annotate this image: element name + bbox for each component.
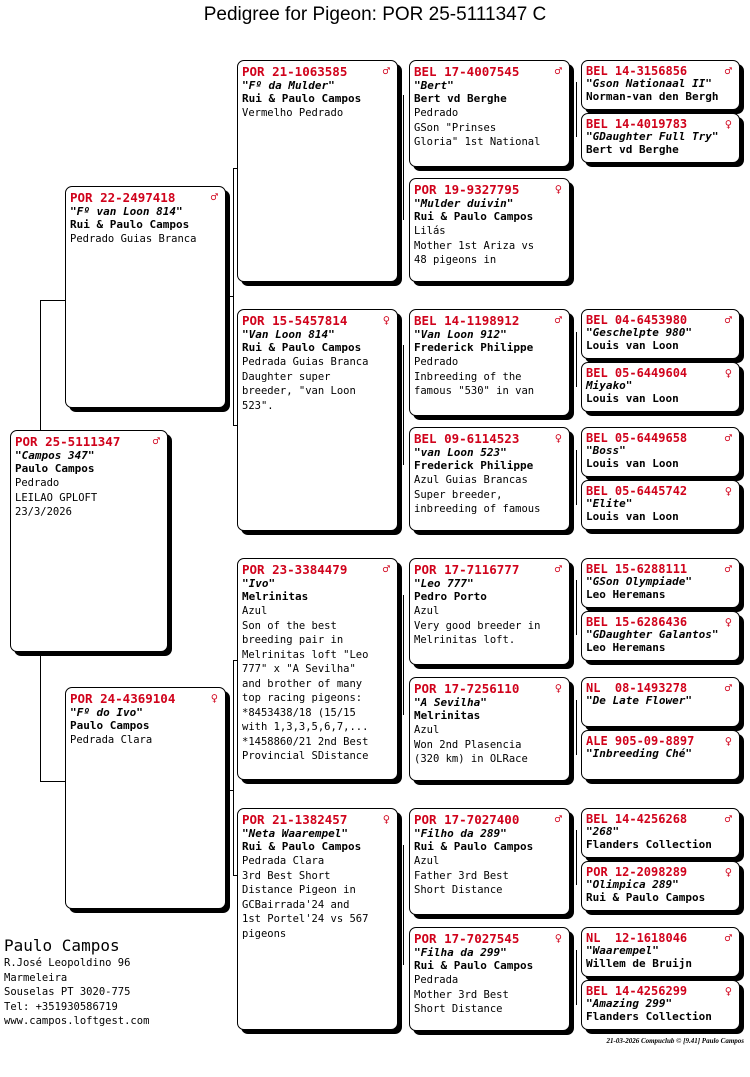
pigeon-name: "Filho da 289": [414, 827, 507, 840]
pigeon-card-dss[interactable]: [409, 558, 570, 665]
ring-number: ALE 905-09-8897: [586, 734, 695, 748]
info-line: pigeons: [242, 927, 287, 940]
sex-icon: ♀: [724, 984, 732, 998]
pigeon-card-dd[interactable]: [237, 808, 398, 1030]
breeder-website: www.campos.loftgest.com: [4, 1015, 150, 1027]
connector-g-sds: [576, 332, 577, 387]
pigeon-card-g6[interactable]: [581, 362, 740, 412]
info-line: Melrinitas loft "Leo: [242, 648, 369, 661]
ring-number: POR 24-4369104: [70, 691, 176, 706]
pigeon-name: "Inbreeding Ché": [586, 747, 692, 760]
info-line: Pedrada Clara: [70, 734, 153, 746]
info-line: Pedrada Guias Branca: [242, 356, 369, 368]
sex-icon: ♀: [554, 681, 562, 695]
pigeon-card-sds[interactable]: [409, 309, 570, 416]
footer-credit: 21-03-2026 Compuclub © [9.41] Paulo Campos: [606, 1037, 744, 1045]
ring-number: POR 19-9327795: [414, 182, 520, 197]
sex-icon: ♂: [152, 434, 160, 448]
info-line: Very good breeder in: [414, 619, 541, 632]
pigeon-card-g5[interactable]: [581, 309, 740, 359]
info-line: Vermelho Pedrado: [242, 107, 344, 119]
owner: Rui & Paulo Campos: [414, 210, 534, 223]
ring-number: BEL 15-6288111: [586, 562, 688, 576]
sex-icon: ♀: [554, 182, 562, 196]
info-line: breeding pair in: [242, 634, 344, 646]
info-line: Short Distance: [414, 1003, 503, 1015]
info-line: Inbreeding of the: [414, 370, 522, 383]
pigeon-name: "Mulder duivin": [414, 197, 514, 210]
sex-icon: ♂: [554, 64, 562, 78]
pigeon-name: "Boss": [586, 444, 626, 457]
info-line: Azul Guias Brancas: [414, 474, 528, 486]
pigeon-name: "Neta Waarempel": [242, 827, 348, 840]
ring-number: POR 21-1063585: [242, 64, 348, 79]
connector-g-dsd: [576, 700, 577, 755]
pigeon-name: "Fº van Loon 814": [70, 205, 183, 218]
pigeon-name: "GDaughter Full Try": [586, 130, 719, 143]
sex-icon: ♂: [554, 313, 562, 327]
pigeon-card-g7[interactable]: [581, 427, 740, 477]
info-line: famous "530" in van: [414, 385, 535, 397]
info-line: breeder, "van Loon: [242, 385, 356, 397]
pigeon-card-ssd[interactable]: [409, 178, 570, 282]
pigeon-name: "Filha da 299": [414, 946, 507, 959]
owner: Louis van Loon: [586, 339, 679, 352]
ring-number: POR 12-2098289: [586, 865, 688, 879]
ring-number: BEL 09-6114523: [414, 431, 520, 446]
info-line: Short Distance: [414, 884, 503, 896]
connector-ss: [403, 95, 404, 220]
info-line: 23/3/2026: [15, 506, 72, 518]
info-line: inbreeding of famous: [414, 503, 541, 515]
ring-number: BEL 14-1198912: [414, 313, 520, 328]
pigeon-name: "Fº da Mulder": [242, 79, 335, 92]
sex-icon: ♀: [724, 615, 732, 629]
info-line: Melrinitas loft.: [414, 634, 516, 646]
owner: Flanders Collection: [586, 1010, 712, 1023]
pigeon-card-g13[interactable]: [581, 808, 740, 858]
ring-number: POR 15-5457814: [242, 313, 348, 328]
pigeon-card-g8[interactable]: [581, 480, 740, 530]
info-line: and brother of many: [242, 677, 363, 690]
info-line: (320 km) in OLRace: [414, 753, 528, 765]
connector-dam-stub: [226, 790, 233, 791]
owner: Rui & Paulo Campos: [70, 218, 190, 231]
ring-number: BEL 14-4256299: [586, 984, 688, 998]
ring-number: BEL 17-4007545: [414, 64, 520, 79]
info-line: *1458860/21 2nd Best: [242, 735, 369, 748]
owner: Rui & Paulo Campos: [414, 959, 534, 972]
info-line: Distance Pigeon in: [242, 884, 356, 896]
info-line: 523".: [242, 399, 274, 412]
info-line: *8453438/18 (15/15: [242, 706, 356, 719]
info-line: Azul: [242, 605, 268, 617]
owner: Louis van Loon: [586, 510, 679, 523]
info-line: Azul: [414, 855, 440, 867]
info-line: Azul: [414, 605, 440, 617]
pigeon-name: "GDaughter Galantos": [586, 628, 719, 641]
info-line: Pedrado Guias Branca: [70, 233, 197, 245]
info-line: Daughter super: [242, 370, 331, 383]
connector-g-sdd: [576, 450, 577, 505]
info-line: Mother 3rd Best: [414, 988, 509, 1001]
pigeon-name: "Waarempel": [586, 944, 659, 957]
info-line: LEILAO GPLOFT: [15, 491, 98, 504]
ring-number: POR 17-7027545: [414, 931, 520, 946]
info-line: 3rd Best Short: [242, 869, 331, 882]
pigeon-name: "Gson Nationaal II": [586, 77, 712, 90]
sex-icon: ♀: [554, 931, 562, 945]
connector-sd: [403, 345, 404, 465]
pigeon-card-dds[interactable]: [409, 808, 570, 915]
breeder-address: Marmeleira: [4, 971, 68, 984]
sex-icon: ♀: [210, 691, 218, 705]
info-line: Pedrada: [414, 974, 459, 986]
info-line: Father 3rd Best: [414, 869, 509, 882]
owner: Louis van Loon: [586, 392, 679, 405]
owner: Louis van Loon: [586, 457, 679, 470]
ring-number: BEL 14-4019783: [586, 117, 688, 131]
pigeon-card-sss[interactable]: [409, 60, 570, 167]
info-line: Pedrado: [15, 477, 60, 489]
ring-number: BEL 05-6449658: [586, 431, 688, 445]
pigeon-card-subject[interactable]: [10, 430, 168, 652]
pigeon-card-g10[interactable]: [581, 611, 740, 661]
pigeon-card-ss[interactable]: [237, 60, 398, 282]
ring-number: NL 08-1493278: [586, 681, 688, 695]
owner: Frederick Philippe: [414, 459, 534, 472]
connector-dd: [403, 845, 404, 965]
pigeon-name: "Geschelpte 980": [586, 326, 692, 339]
breeder-address: R.José Leopoldino 96: [4, 957, 131, 969]
connector-sire-stub: [226, 296, 233, 297]
sex-icon: ♂: [554, 562, 562, 576]
info-line: Mother 1st Ariza vs: [414, 239, 535, 252]
owner: Rui & Paulo Campos: [414, 840, 534, 853]
owner: Flanders Collection: [586, 838, 712, 851]
sex-icon: ♂: [554, 812, 562, 826]
pigeon-card-g16[interactable]: [581, 980, 740, 1030]
sex-icon: ♀: [724, 484, 732, 498]
pigeon-card-g12[interactable]: [581, 730, 740, 780]
info-line: Pedrado: [414, 107, 459, 119]
pigeon-card-ds[interactable]: [237, 558, 398, 780]
connector-g-dds: [576, 830, 577, 885]
owner: Paulo Campos: [70, 719, 150, 732]
sex-icon: ♀: [554, 431, 562, 445]
pigeon-name: "De Late Flower": [586, 694, 692, 707]
info-line: Lilás: [414, 225, 446, 237]
ring-number: BEL 05-6449604: [586, 366, 688, 380]
owner: Rui & Paulo Campos: [242, 92, 362, 105]
pigeon-card-sdd[interactable]: [409, 427, 570, 531]
info-line: Pedrada Clara: [242, 855, 325, 867]
ring-number: POR 17-7116777: [414, 562, 520, 577]
sex-icon: ♂: [210, 190, 218, 204]
sex-icon: ♂: [724, 681, 732, 695]
pigeon-card-ddd[interactable]: [409, 927, 570, 1031]
pigeon-card-dsd[interactable]: [409, 677, 570, 781]
pigeon-name: "268": [586, 825, 620, 838]
breeder-info: [4, 936, 149, 1029]
info-line: 48 pigeons in: [414, 254, 497, 266]
sex-icon: ♀: [382, 812, 390, 826]
owner: Bert vd Berghe: [586, 143, 679, 156]
info-line: Son of the best: [242, 619, 337, 632]
info-line: GCBairrada'24 and: [242, 898, 350, 911]
pigeon-name: "A Sevilha": [414, 696, 487, 709]
info-line: 1st Portel'24 vs 567: [242, 913, 369, 925]
info-line: with 1,3,3,5,6,7,...: [242, 721, 369, 733]
pigeon-card-g2[interactable]: [581, 113, 740, 163]
ring-number: POR 23-3384479: [242, 562, 348, 577]
pigeon-card-sd[interactable]: [237, 309, 398, 531]
ring-number: POR 17-7027400: [414, 812, 520, 827]
pigeon-card-g9[interactable]: [581, 558, 740, 608]
owner: Rui & Paulo Campos: [242, 341, 362, 354]
sex-icon: ♀: [724, 366, 732, 380]
info-line: top racing pigeons:: [242, 692, 363, 704]
page-title: Pedigree for Pigeon: POR 25-5111347 C: [203, 4, 547, 25]
sex-icon: ♂: [382, 64, 390, 78]
pigeon-name: "Fº do Ivo": [70, 706, 143, 719]
owner: Melrinitas: [414, 709, 481, 722]
pigeon-name: "Elite": [586, 497, 633, 510]
connector-g-ddd: [576, 950, 577, 1005]
breeder-phone: Tel: +351930586719: [4, 1000, 118, 1013]
pigeon-card-g14[interactable]: [581, 861, 740, 911]
pigeon-card-g1[interactable]: [581, 60, 740, 110]
info-line: Azul: [414, 724, 440, 736]
sex-icon: ♂: [382, 562, 390, 576]
sex-icon: ♀: [382, 313, 390, 327]
pigeon-name: "Campos 347": [15, 449, 95, 462]
info-line: Super breeder,: [414, 488, 503, 501]
pigeon-name: "van Loon 523": [414, 446, 507, 459]
pigeon-name: "GSon Olympiade": [586, 575, 692, 588]
ring-number: BEL 05-6445742: [586, 484, 688, 498]
owner: Norman-van den Bergh: [586, 90, 719, 103]
pigeon-card-g15[interactable]: [581, 927, 740, 977]
sex-icon: ♂: [724, 931, 732, 945]
pigeon-name: "Bert": [414, 79, 454, 92]
owner: Bert vd Berghe: [414, 92, 507, 105]
info-line: Pedrado: [414, 356, 459, 368]
sex-icon: ♂: [724, 313, 732, 327]
ring-number: BEL 14-3156856: [586, 64, 688, 78]
pigeon-name: "Van Loon 912": [414, 328, 507, 341]
pigeon-name: "Leo 777": [414, 577, 474, 590]
sex-icon: ♀: [724, 865, 732, 879]
ring-number: POR 21-1382457: [242, 812, 348, 827]
owner: Frederick Philippe: [414, 341, 534, 354]
owner: Rui & Paulo Campos: [586, 891, 706, 904]
sex-icon: ♀: [724, 117, 732, 131]
sex-icon: ♂: [724, 64, 732, 78]
sex-icon: ♀: [724, 734, 732, 748]
pigeon-name: Miyako": [586, 379, 633, 392]
owner: Pedro Porto: [414, 590, 487, 603]
connector-g-dss: [576, 580, 577, 635]
pigeon-name: "Amazing 299": [586, 997, 673, 1010]
ring-number: POR 25-5111347: [15, 434, 121, 449]
ring-number: POR 22-2497418: [70, 190, 176, 205]
pigeon-card-g11[interactable]: [581, 677, 740, 727]
sex-icon: ♂: [724, 812, 732, 826]
connector-g-sss: [576, 82, 577, 137]
breeder-name: Paulo Campos: [4, 936, 120, 955]
pigeon-card-sire[interactable]: [65, 186, 226, 408]
owner: Leo Heremans: [586, 641, 666, 654]
info-line: GSon "Prinses: [414, 121, 497, 134]
connector-ds: [403, 595, 404, 715]
ring-number: POR 17-7256110: [414, 681, 520, 696]
owner: Willem de Bruijn: [586, 957, 692, 970]
ring-number: BEL 14-4256268: [586, 812, 688, 826]
ring-number: BEL 04-6453980: [586, 313, 688, 327]
info-line: Gloria" 1st National: [414, 136, 541, 148]
owner: Rui & Paulo Campos: [242, 840, 362, 853]
info-line: Provincial SDistance: [242, 750, 369, 762]
owner: Leo Heremans: [586, 588, 666, 601]
sex-icon: ♂: [724, 431, 732, 445]
owner: Paulo Campos: [15, 462, 95, 475]
info-line: Won 2nd Plasencia: [414, 738, 522, 751]
pigeon-card-dam[interactable]: [65, 687, 226, 909]
ring-number: BEL 15-6286436: [586, 615, 688, 629]
pigeon-name: "Van Loon 814": [242, 328, 335, 341]
pigeon-name: "Ivo": [242, 577, 276, 590]
info-line: 777" x "A Sevilha": [242, 663, 356, 675]
breeder-address: Souselas PT 3020-775: [4, 986, 131, 998]
sex-icon: ♂: [724, 562, 732, 576]
ring-number: NL 12-1618046: [586, 931, 688, 945]
pigeon-name: "Olimpica 289": [586, 878, 679, 891]
owner: Melrinitas: [242, 590, 309, 603]
